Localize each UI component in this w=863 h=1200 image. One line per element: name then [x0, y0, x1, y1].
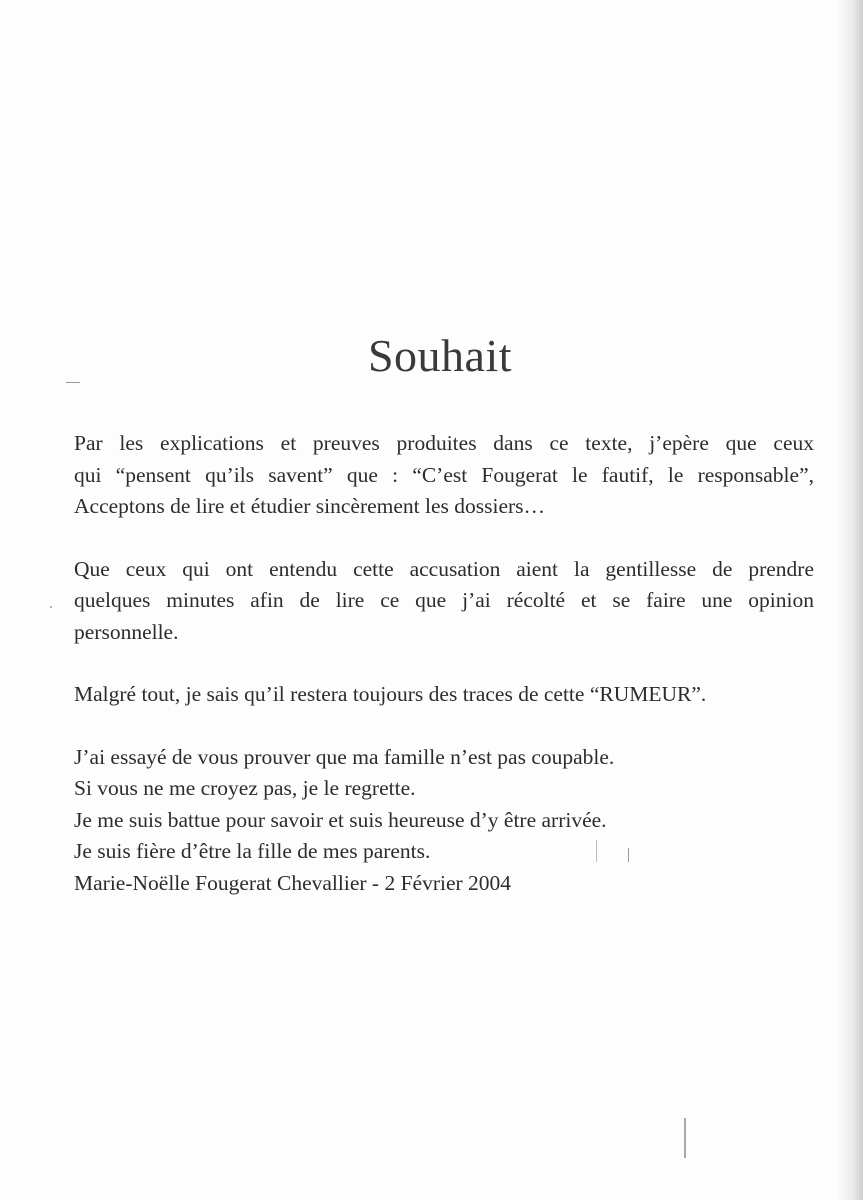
scan-mark — [684, 1118, 686, 1158]
signature-line: Marie-Noëlle Fougerat Chevallier - 2 Février 2004 — [74, 870, 512, 895]
paragraph-rumeur — [74, 679, 814, 711]
document-body — [74, 428, 814, 930]
text-line: quelques minutes afin de lire ce que j’ai récolté et se faire une opinion — [74, 588, 814, 612]
text-line: Par les explications et preuves produites dans ce texte, j’epère que ceux — [74, 431, 814, 455]
text-line: Si vous ne me croyez pas, je le regrette. — [74, 776, 416, 800]
text-line: Acceptons de lire et étudier sincèrement les dossiers… — [74, 494, 546, 518]
paragraph-closing — [74, 742, 814, 900]
text-line: Malgré tout, je sais qu’il restera toujours des traces de cette “RUMEUR”. — [74, 682, 707, 706]
page-edge-shadow — [837, 0, 863, 1200]
scan-speck — [50, 606, 52, 608]
text-line: personnelle. — [74, 619, 179, 644]
text-line: Je suis fière d’être la fille de mes parents. — [74, 839, 431, 863]
paragraph-intro — [74, 428, 814, 523]
page-title: Souhait — [367, 330, 513, 381]
text-line: Que ceux qui ont entendu cette accusation aient la gentillesse de prendre — [74, 556, 814, 581]
text-line: qui “pensent qu’ils savent” que : “C’est Fougerat le fautif, le responsable”, — [74, 462, 814, 487]
text-line: Je me suis battue pour savoir et suis heureuse d’y être arrivée. — [74, 807, 607, 832]
text-line: J’ai essayé de vous prouver que ma famille n’est pas coupable. — [74, 744, 615, 769]
paragraph-request — [74, 554, 814, 649]
